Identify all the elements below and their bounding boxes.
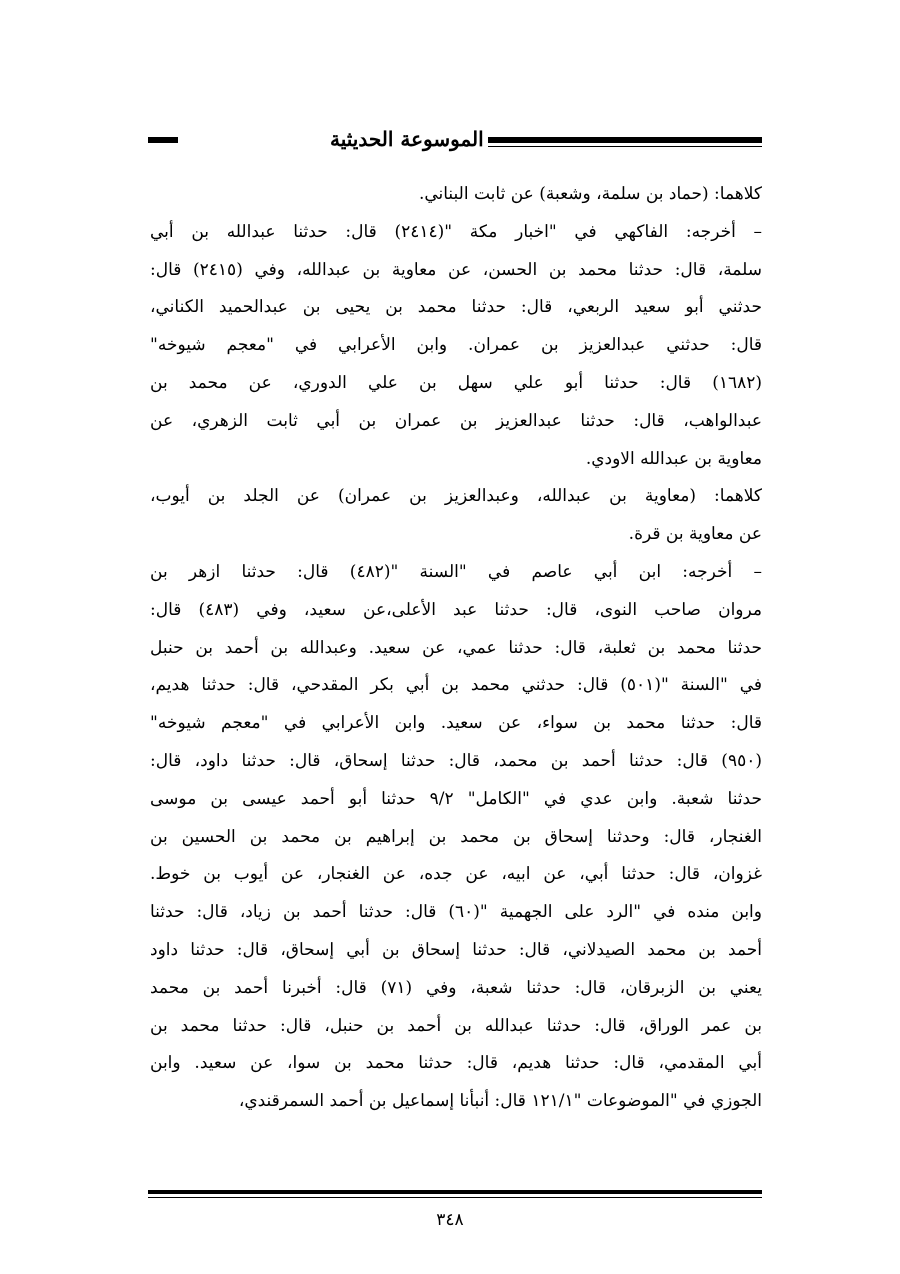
page-number: ٣٤٨ [436, 1210, 464, 1230]
text-line: غزوان، قال: حدثنا أبي، عن ابيه، عن جده، عن الغنجار، عن أيوب بن خوط. [150, 864, 762, 885]
text-line: (١٦٨٢) قال: حدثنا أبو علي سهل بن علي الدوري، عن محمد بن [150, 372, 762, 393]
text-line: مروان صاحب النوى، قال: حدثنا عبد الأعلى،عن سعيد، وفي (٤٨٣) قال: [150, 599, 762, 620]
text-line: حدثنا شعبة. وابن عدي في "الكامل" ٩/٢ حدثنا أبو أحمد عيسى بن موسى [150, 788, 762, 809]
text-line: الغنجار، قال: وحدثنا إسحاق بن محمد بن إبراهيم بن محمد بن الحسين بن [150, 826, 762, 847]
body-text [150, 176, 762, 1121]
text-line: كلاهما: (حماد بن سلمة، وشعبة) عن ثابت البناني. [418, 184, 762, 204]
text-line: الجوزي في "الموضوعات "١٢١/١ قال: أنبأنا إسماعيل بن أحمد السمرقندي، [238, 1091, 762, 1112]
text-line: – أخرجه: الفاكهي في "اخبار مكة "(٢٤١٤) قال: حدثنا عبدالله بن أبي [150, 221, 762, 242]
text-line: في "السنة "(٥٠١) قال: حدثني محمد بن أبي بكر المقدحي، قال: حدثنا هديم، [150, 675, 762, 696]
text-line: عن معاوية بن قرة. [628, 524, 762, 545]
text-line: قال: حدثني عبدالعزيز بن عمران. وابن الأعرابي في "معجم شيوخه" [150, 335, 762, 356]
text-line: (٩٥٠) قال: حدثنا أحمد بن محمد، قال: حدثنا إسحاق، قال: حدثنا داود، قال: [150, 750, 762, 771]
text-line: وابن منده في "الرد على الجهمية "(٦٠) قال: حدثنا أحمد بن زياد، قال: حدثنا [150, 902, 762, 923]
footer-rule-thin [148, 1197, 762, 1198]
text-line: أبي المقدمي، قال: حدثنا هديم، قال: حدثنا محمد بن سوا، عن سعيد. وابن [150, 1053, 762, 1074]
text-line: عبدالواهب، قال: حدثنا عبدالعزيز بن عمران بن أبي ثابت الزهري، عن [150, 410, 762, 431]
text-line: حدثني أبو سعيد الربعي، قال: حدثنا محمد بن يحيى بن عبدالحميد الكناني، [150, 297, 762, 318]
text-line: يعني بن الزبرقان، قال: حدثنا شعبة، وفي (٧١) قال: أخبرنا أحمد بن محمد [150, 977, 762, 998]
text-line: – أخرجه: ابن أبي عاصم في "السنة "(٤٨٢) قال: حدثنا ازهر بن [150, 561, 762, 582]
running-header [148, 124, 762, 160]
text-line: بن عمر الوراق، قال: حدثنا عبدالله بن أحمد بن حنبل، قال: حدثنا محمد بن [150, 1015, 762, 1036]
text-line: حدثنا محمد بن ثعلبة، قال: حدثنا عمي، عن سعيد. وعبدالله بن أحمد بن حنبل [150, 637, 762, 658]
footer-rule-thick [148, 1190, 762, 1194]
header-title: الموسوعة الحديثية [326, 124, 488, 154]
text-line: أحمد بن محمد الصيدلاني، قال: حدثنا إسحاق بن أبي إسحاق، قال: حدثنا داود [150, 939, 762, 960]
text-line: سلمة، قال: حدثنا محمد بن الحسن، عن معاوية بن عبدالله، وفي (٢٤١٥) قال: [150, 259, 762, 280]
text-line: معاوية بن عبدالله الاودي. [585, 448, 762, 469]
header-rule-left [148, 137, 178, 143]
text-line: كلاهما: (معاوية بن عبدالله، وعبدالعزيز بن عمران) عن الجلد بن أيوب، [150, 486, 762, 507]
text-line: قال: حدثنا محمد بن سواء، عن سعيد. وابن الأعرابي في "معجم شيوخه" [150, 713, 762, 734]
